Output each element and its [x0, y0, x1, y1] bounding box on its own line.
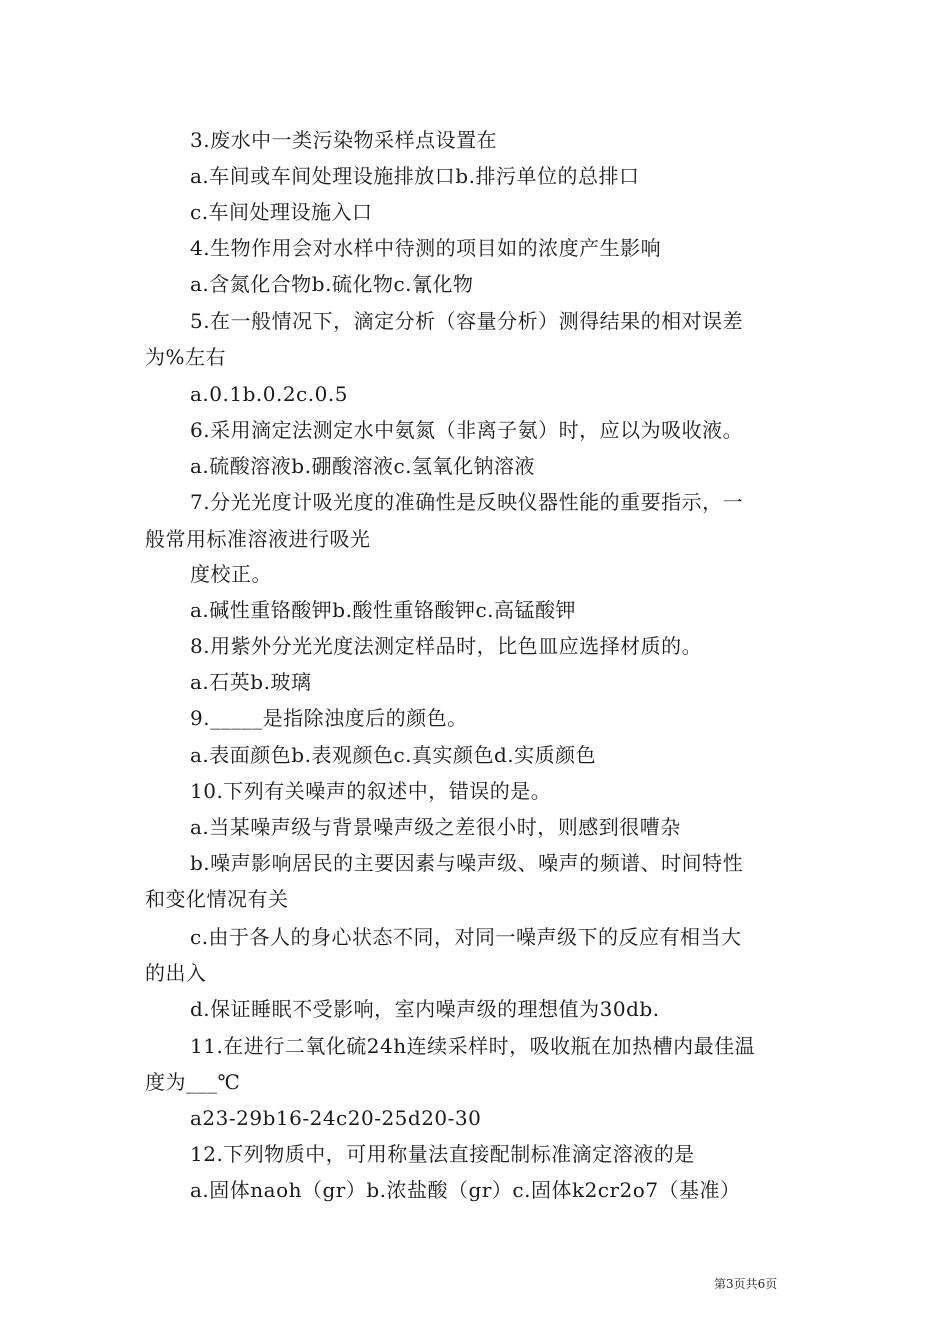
text-line: 3.废水中一类污染物采样点设置在 — [190, 128, 498, 152]
text-line: 9._____是指除浊度后的颜色。 — [190, 706, 468, 730]
text-line: 7.分光光度计吸光度的准确性是反映仪器性能的重要指示，一 — [190, 490, 744, 514]
text-line: 5.在一般情况下，滴定分析（容量分析）测得结果的相对误差 — [190, 309, 744, 333]
text-line: 6.采用滴定法测定水中氨氮（非离子氨）时，应以为吸收液。 — [190, 418, 744, 442]
text-line: 12.下列物质中，可用称量法直接配制标准滴定溶液的是 — [190, 1142, 695, 1166]
page-number-footer: 第3页共6页 — [714, 1277, 778, 1291]
text-line: 10.下列有关噪声的叙述中，错误的是。 — [190, 779, 552, 803]
text-line: a.0.1b.0.2c.0.5 — [190, 382, 348, 406]
text-line: 8.用紫外分光光度法测定样品时，比色皿应选择材质的。 — [190, 634, 703, 658]
text-line: a23-29b16-24c20-25d20-30 — [190, 1106, 482, 1130]
text-line: 般常用标准溶液进行吸光 — [145, 527, 371, 551]
text-line: a.车间或车间处理设施排放口b.排污单位的总排口 — [190, 164, 640, 188]
text-line: 为%左右 — [145, 345, 227, 369]
text-line: a.固体naoh（gr）b.浓盐酸（gr）c.固体k2cr2o7（基准） — [190, 1178, 741, 1202]
text-line: a.碱性重铬酸钾b.酸性重铬酸钾c.高锰酸钾 — [190, 598, 576, 622]
text-line: 度为___℃ — [145, 1070, 241, 1094]
text-line: a.硫酸溶液b.硼酸溶液c.氢氧化钠溶液 — [190, 454, 535, 478]
text-line: a.含氮化合物b.硫化物c.氰化物 — [190, 272, 474, 296]
text-line: a.表面颜色b.表观颜色c.真实颜色d.实质颜色 — [190, 743, 597, 767]
text-line: a.石英b.玻璃 — [190, 670, 312, 694]
text-line: d.保证睡眠不受影响，室内噪声级的理想值为30db. — [190, 997, 660, 1021]
text-line: a.当某噪声级与背景噪声级之差很小时，则感到很嘈杂 — [190, 815, 681, 839]
text-line: 的出入 — [145, 961, 207, 985]
text-line: 度校正。 — [190, 562, 272, 586]
text-line: 11.在进行二氧化硫24h连续采样时，吸收瓶在加热槽内最佳温 — [190, 1034, 756, 1058]
text-line: c.车间处理设施入口 — [190, 200, 373, 224]
text-line: c.由于各人的身心状态不同，对同一噪声级下的反应有相当大 — [190, 925, 742, 949]
text-line: 和变化情况有关 — [145, 887, 289, 911]
text-line: b.噪声影响居民的主要因素与噪声级、噪声的频谱、时间特性 — [190, 851, 744, 875]
text-line: 4.生物作用会对水样中待测的项目如的浓度产生影响 — [190, 236, 662, 260]
